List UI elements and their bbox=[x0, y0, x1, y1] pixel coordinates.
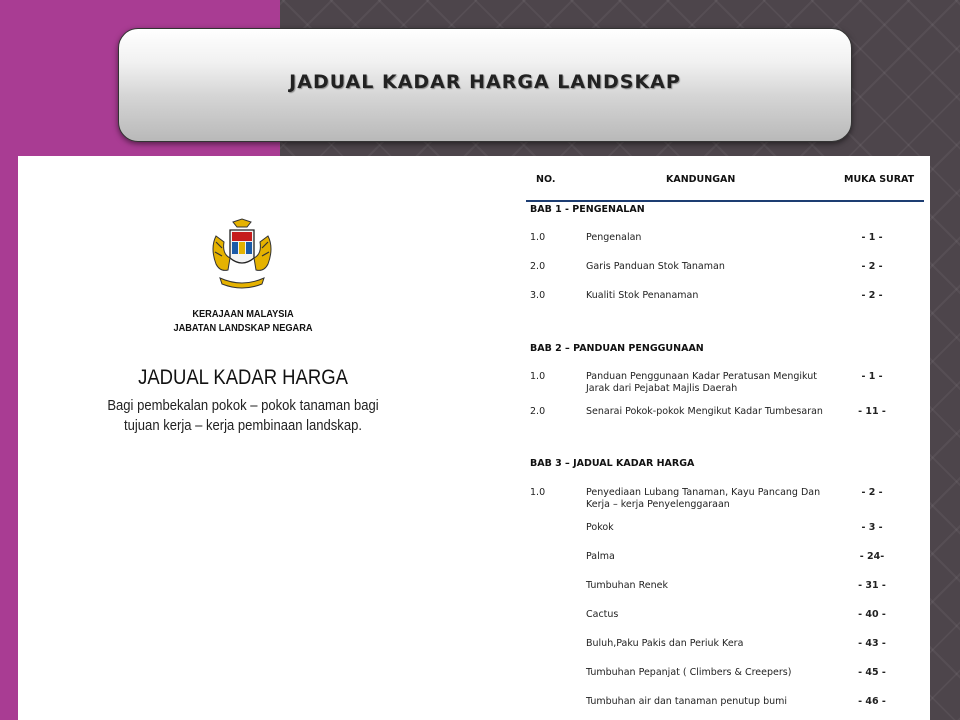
toc-row-page: - 31 - bbox=[858, 580, 886, 591]
toc-row-text: Pengenalan bbox=[586, 232, 642, 243]
toc-header-no: NO. bbox=[536, 174, 556, 185]
cover-subtitle-line-2: tujuan kerja – kerja pembinaan landskap. bbox=[124, 418, 362, 434]
toc-header-content: KANDUNGAN bbox=[666, 174, 736, 185]
toc-row-text: Palma bbox=[586, 551, 615, 562]
toc-row-page: - 11 - bbox=[858, 406, 886, 417]
toc-row-page: - 1 - bbox=[861, 232, 883, 243]
toc-row-text: Tumbuhan Pepanjat ( Climbers & Creepers) bbox=[586, 667, 792, 678]
toc-row-no: 3.0 bbox=[530, 290, 546, 301]
toc-row-text: Senarai Pokok-pokok Mengikut Kadar Tumbesaran bbox=[586, 406, 823, 417]
toc-row-text: Tumbuhan Renek bbox=[586, 580, 668, 591]
toc-row-page: - 1 - bbox=[861, 371, 883, 382]
toc-row-page: - 2 - bbox=[861, 261, 883, 272]
table-of-contents bbox=[526, 156, 924, 720]
cover-subtitle-line-1: Bagi pembekalan pokok – pokok tanaman bagi bbox=[107, 398, 379, 414]
toc-row-no: 2.0 bbox=[530, 406, 546, 417]
toc-row-page: - 2 - bbox=[861, 290, 883, 301]
agency-name-line-2: JABATAN LANDSKAP NEGARA bbox=[173, 322, 313, 334]
slide-title: JADUAL KADAR HARGA LANDSKAP bbox=[289, 71, 681, 93]
toc-row-text: Garis Panduan Stok Tanaman bbox=[586, 261, 725, 272]
toc-row-no: 2.0 bbox=[530, 261, 546, 272]
toc-row-no: 1.0 bbox=[530, 232, 546, 243]
toc-row-no: 1.0 bbox=[530, 487, 546, 498]
toc-row-text: Panduan Penggunaan Kadar Peratusan Mengikut Jarak dari Pejabat Majlis Daerah bbox=[586, 371, 817, 394]
document-page bbox=[18, 156, 930, 720]
toc-section-title: BAB 2 – PANDUAN PENGGUNAAN bbox=[530, 343, 704, 354]
toc-row-page: - 46 - bbox=[858, 696, 886, 707]
title-banner bbox=[118, 28, 852, 142]
toc-row-page: - 43 - bbox=[858, 638, 886, 649]
toc-header-row bbox=[526, 174, 924, 202]
toc-header-page: MUKA SURAT bbox=[844, 174, 915, 185]
toc-row-text: Pokok bbox=[586, 522, 614, 533]
toc-section-title: BAB 1 - PENGENALAN bbox=[530, 204, 645, 215]
toc-row-text: Buluh,Paku Pakis dan Periuk Kera bbox=[586, 638, 744, 649]
toc-row-no: 1.0 bbox=[530, 371, 546, 382]
toc-row-text: Penyediaan Lubang Tanaman, Kayu Pancang Dan Kerja – kerja Penyelenggaraan bbox=[586, 487, 821, 510]
toc-row-text: Cactus bbox=[586, 609, 619, 620]
malaysia-coat-of-arms-icon bbox=[206, 218, 278, 296]
agency-name-line-1: KERAJAAN MALAYSIA bbox=[192, 308, 294, 320]
toc-row-page: - 2 - bbox=[861, 487, 883, 498]
cover-title: JADUAL KADAR HARGA bbox=[138, 366, 348, 389]
toc-row-page: - 3 - bbox=[861, 522, 883, 533]
toc-row-text: Kualiti Stok Penanaman bbox=[586, 290, 699, 301]
toc-row-page: - 24- bbox=[859, 551, 885, 562]
toc-row-page: - 40 - bbox=[858, 609, 886, 620]
toc-section-title: BAB 3 – JADUAL KADAR HARGA bbox=[530, 458, 695, 469]
toc-row-text: Tumbuhan air dan tanaman penutup bumi bbox=[586, 696, 788, 707]
toc-row-page: - 45 - bbox=[858, 667, 886, 678]
